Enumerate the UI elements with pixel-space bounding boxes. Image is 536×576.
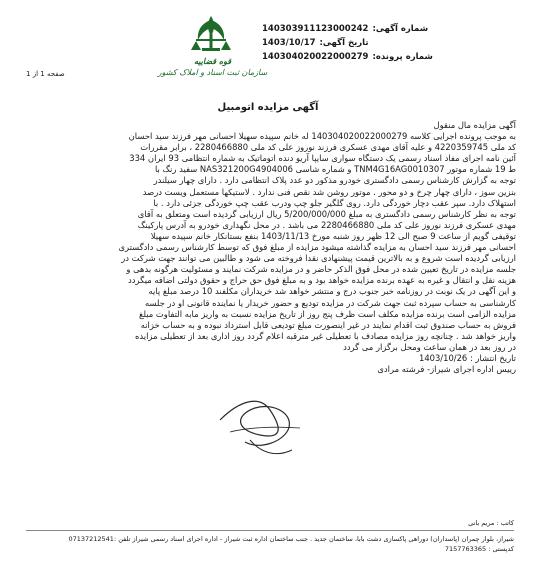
footer-address: شیراز، بلوار چمران (پاسداران) دوراهی پاکسازی دشت بابا، ساختمان جدید . جنب ساختمان اداره ثبت شیراز - اداره اجرای اسناد رسمی شیراز تلفن :07137212541	[68, 535, 514, 543]
document-footer	[26, 518, 514, 554]
body-line: کد ملی 4220359745 و علیه آقای مهدی عسکری فرزند نوروز علی کد ملی 2280466880 ، برابر مقررات	[140, 142, 516, 153]
body-line: به موجب پرونده اجرایی کلاسه 140304020022000279 له خانم سپیده سهیلا احسانی مهر فرزند سید احسان	[128, 131, 516, 142]
body-line: مهدی عسکری فرزند نوروز علی کد ملی 2280466880 می باشد . در محل نگهداری خودرو به آدرس پارکینگ	[137, 219, 516, 230]
org-title	[150, 56, 275, 78]
org-name: قوه قضاییه	[193, 57, 232, 66]
notice-meta	[262, 22, 522, 64]
signature-icon	[200, 380, 320, 470]
body-line: توجه به گزارش کارشناس رسمی دادگستری خودرو مذکور دو عدد پلاک انتظامی دارد . دارای چهار سیلندر	[153, 175, 516, 186]
file-number-label: شماره پرونده:	[372, 52, 433, 62]
body-line: توجه به نظر کارشناس رسمی دادگستری به مبلغ 5/200/000/000 ریال ارزیابی گردیده است ومتعلق به آقای	[137, 208, 516, 219]
footer-divider	[26, 530, 514, 531]
signatory: رییس اداره اجرای شیراز- فرشته مرادی	[377, 364, 516, 375]
footer-postal-code: کدپستی : 7157763365	[444, 545, 514, 553]
body-line: توقیفی گویم از ساعت 9 صبح الی 12 ظهر روز شنبه مورخ 1403/11/13 بنفع بستانکار خانم سپیده سهیلا	[150, 230, 516, 241]
body-line: کارشناسی به حساب سپرده ثبت جهت شرکت در مزایده تودیع و حضور خریدار یا نماینده قانونی او در جلسه	[144, 297, 516, 308]
notice-date-label: تاریخ آگهی:	[319, 38, 369, 48]
publish-date-label: تاریخ انتشار :	[469, 352, 516, 363]
body-line: فروش به حساب صندوق ثبت اقدام نمایند در غیر اینصورت مبلغ تودیعی قابل استرداد نبوده و به حساب خزانه	[140, 319, 516, 330]
body-line: واریز خواهد شد . چنانچه روز مزایده مصادف با تعطیلی غیر مترقبه اعلام گردد روز اداری بعد از تعطیلی مزایده	[134, 330, 516, 341]
body-line: جلسه مزایده در تاریخ تعیین شده در محل فوق الذکر حاضر و در مزایده شرکت نمایند و مسئولیت هرگونه بدهی و	[126, 264, 516, 275]
notice-date-row	[262, 36, 522, 50]
notice-number: 140303911123000242	[262, 24, 369, 34]
body-line: بنزین سوز ، دارای چهار چرخ و دو محور . موتور روشن شد نقص فنی ندارد . لاستیکها مستعمل ویست درصد	[142, 186, 516, 197]
notice-number-row	[262, 22, 522, 36]
document-title: آگهی مزایده اتومبیل	[217, 102, 319, 113]
body-line: هزینه نقل و انتقال و غیره به عهده برنده مزایده خواهد بود و به مبلغ فوق حق حراج و حقوق دولتی اضافه میگردد	[128, 275, 516, 286]
body-line: استهلاک دارد. سپر عقب دچار خوردگی دارد. روی گلگیر جلو چپ ودرب عقب چپ خوردگی جزئی دارد . با	[153, 197, 516, 208]
page-number: صفحه 1 از 1	[26, 70, 65, 78]
body-line: آئین نامه اجرای مفاد اسناد رسمی یک دستگاه سواری سایپا آریو دنده اتوماتیک به شماره انتظامی 93 ایران 334	[129, 153, 516, 164]
file-number: 140304020022000279	[262, 52, 369, 62]
body-line: ارزیابی گردیده است شروع و به بالاترین قیمت پیشنهادی نقدا فروخته می شود و طالبین می توانند جهت شرکت در	[121, 253, 516, 264]
body-line: در روز بعد در همان ساعت ومحل برگزار می گردد	[343, 341, 516, 352]
body-line: آگهی مزایده مال منقول	[433, 120, 516, 130]
publish-date-line	[30, 353, 516, 364]
body-line: مزایده الزامی است برنده مزایده مکلف است ظرف پنج روز از تاریخ مزایده نسبت به واریز مابه التفاوت مبلغ	[139, 308, 516, 319]
org-subtitle: سازمان ثبت اسناد و املاک کشور	[157, 68, 268, 77]
publish-date: 1403/10/26	[418, 352, 468, 363]
body-line: احسانی مهر فرزند سید احسان به مزایده گذاشته میشود مزایده از مبلغ فوق که توسط کارشناس رسمی دادگستری	[118, 242, 516, 253]
body-line: ط 19 شماره موتور TNM4G16AG0010307 و شماره شاسی NAS321200G4904006 سفید رنگ با	[154, 164, 516, 175]
body-line: و این آگهی در یک نوبت در روزنامه خبر جنوب درج و منتشر خواهد شد خریداران مکلفند 10 درصد مبلغ پایه	[148, 286, 516, 297]
notice-date: 1403/10/17	[262, 38, 316, 48]
file-number-row	[262, 50, 522, 64]
notice-number-label: شماره آگهی:	[372, 24, 429, 34]
footer-clerk: کاتب : مریم بانی	[468, 519, 514, 527]
notice-body	[30, 120, 516, 375]
